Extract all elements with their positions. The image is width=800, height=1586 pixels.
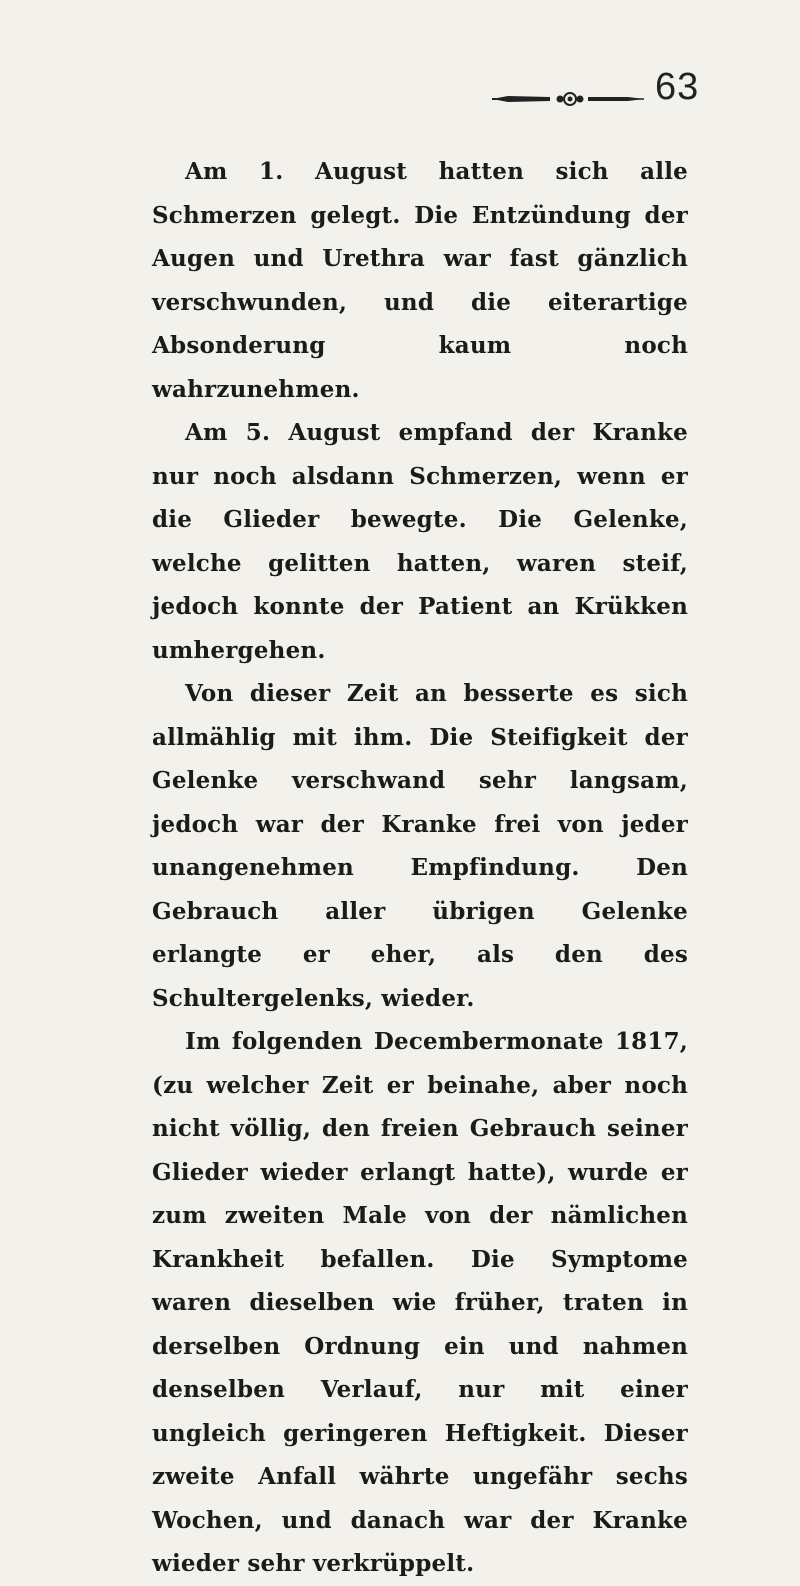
paragraph: Im folgenden Decembermonate 1817, (zu welcher Zeit er beinahe, aber noch nicht völlig, den freien Gebrauch seiner Glieder wieder erlangt hatte), wurde er zum zweiten Male von der nämlichen Krankheit befallen. Die Symptome waren dieselben wie früher, traten in derselben Ordnung ein und nahmen denselben Verlauf, nur mit einer ungleich geringeren Heftigkeit. Dieser zweite Anfall währte ungefähr sechs Wochen, und danach war der Kranke wieder sehr verkrüppelt. bbox=[152, 1028, 688, 1577]
paragraph: Am 1. August hatten sich alle Schmerzen gelegt. Die Entzündung der Augen und Urethra war fast gänzlich verschwunden, und die eiterartige Absonderung kaum noch wahrzunehmen. bbox=[152, 158, 688, 403]
body-text bbox=[152, 150, 688, 1586]
paragraph: Von dieser Zeit an besserte es sich allmählig mit ihm. Die Steifigkeit der Gelenke verschwand sehr langsam, jedoch war der Kranke frei von jeder unangenehmen Empfindung. Den Gebrauch aller übrigen Gelenke erlangte er eher, als den des Schultergelenks, wieder. bbox=[152, 680, 688, 1012]
page-header bbox=[0, 58, 800, 118]
decorative-rule-ornament-icon bbox=[488, 88, 648, 110]
paragraph: Am 5. August empfand der Kranke nur noch alsdann Schmerzen, wenn er die Glieder bewegte. Die Gelenke, welche gelitten hatten, waren steif, jedoch konnte der Patient an Krükken umhergehen. bbox=[152, 419, 688, 664]
page-number: 63 bbox=[655, 66, 700, 108]
